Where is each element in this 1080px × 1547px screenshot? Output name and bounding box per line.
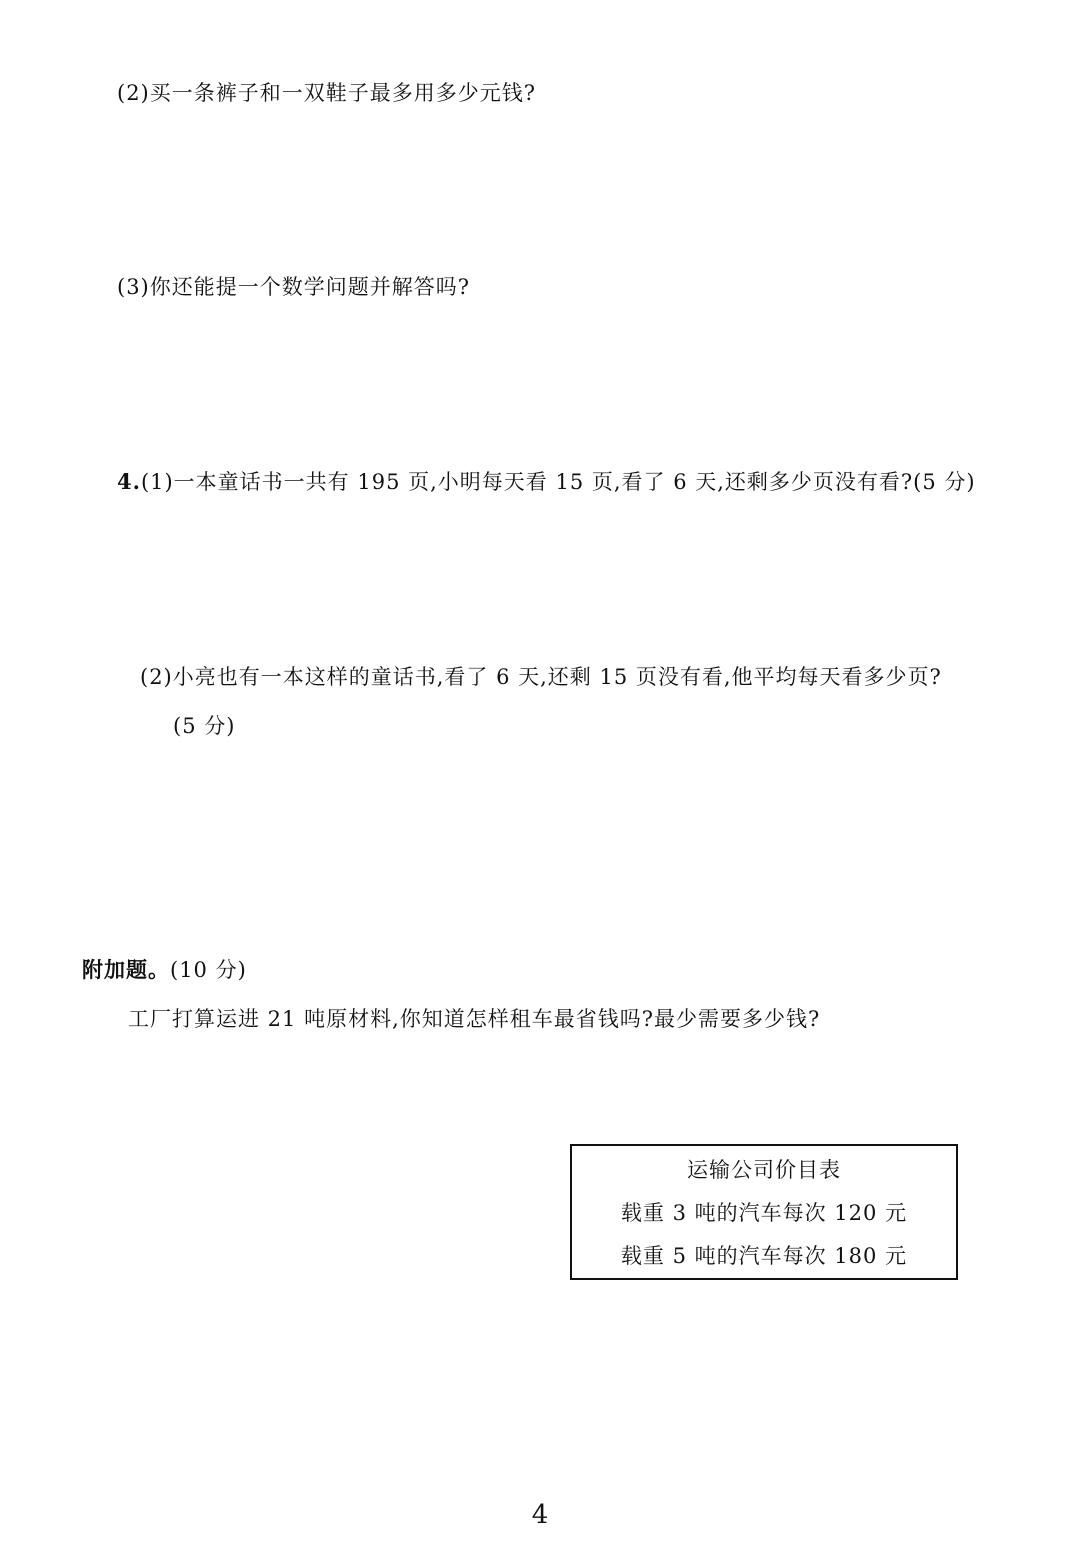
question-4-part-1: (1)一本童话书一共有 195 页,小明每天看 15 页,看了 6 天,还剩多少页没有看?(5 分) (140, 470, 976, 494)
price-table (570, 1144, 958, 1280)
price-table-title: 运输公司价目表 (687, 1158, 841, 1182)
question-4-part-1-row (117, 467, 976, 497)
price-table-row: 载重 3 吨的汽车每次 120 元 (620, 1201, 908, 1225)
page-number: 4 (531, 1500, 549, 1530)
question-4-part-2-line-2: (5 分) (173, 714, 236, 738)
question-3-part-2: (2)买一条裤子和一双鞋子最多用多少元钱? (117, 81, 537, 105)
question-4-number: 4. (117, 469, 141, 494)
bonus-heading-row (82, 955, 247, 985)
bonus-points: (10 分) (170, 958, 247, 982)
bonus-heading: 附加题。 (82, 957, 170, 982)
question-3-part-3: (3)你还能提一个数学问题并解答吗? (117, 275, 471, 299)
question-4-part-2-line-1: (2)小亮也有一本这样的童话书,看了 6 天,还剩 15 页没有看,他平均每天看多少页? (140, 665, 942, 689)
bonus-question: 工厂打算运进 21 吨原材料,你知道怎样租车最省钱吗?最少需要多少钱? (128, 1007, 821, 1031)
price-table-row: 载重 5 吨的汽车每次 180 元 (620, 1244, 908, 1268)
